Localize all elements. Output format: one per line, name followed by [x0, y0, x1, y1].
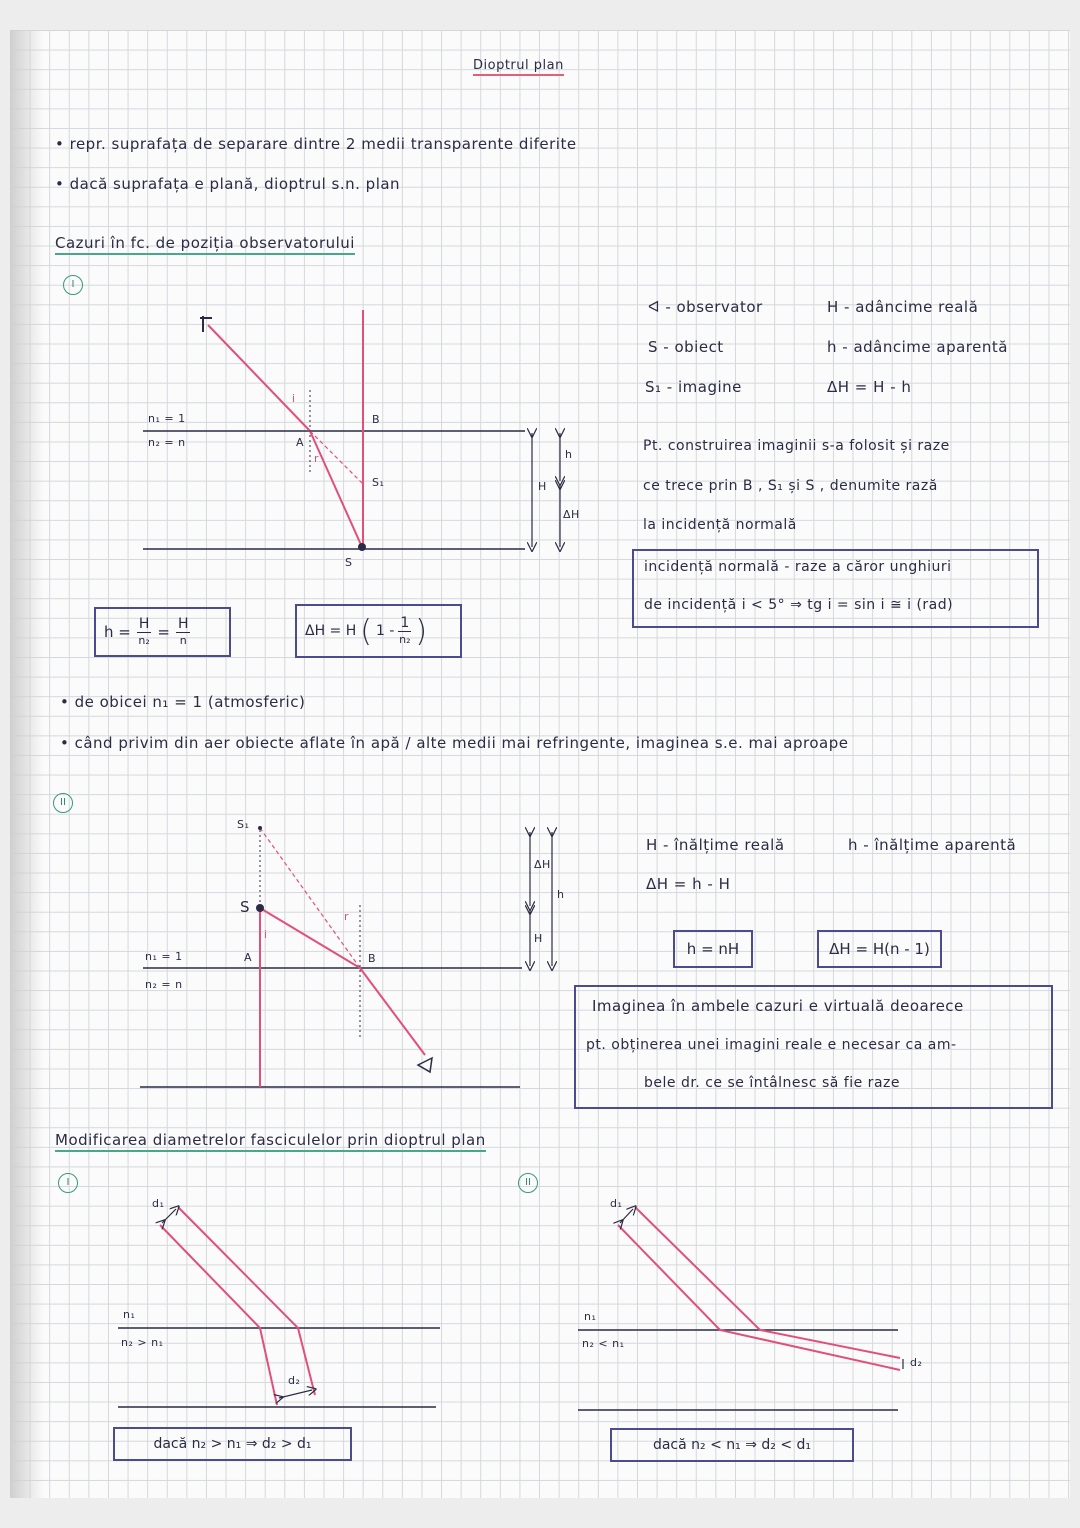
paragraph-line-2: ce trece prin B , S₁ și S , denumite rază [643, 478, 938, 494]
virtual-box-line-1: Imaginea în ambele cazuri e virtuală deoarece [592, 997, 964, 1015]
formula-lhs: h = [104, 623, 131, 641]
observer-icon [418, 1058, 432, 1072]
h-label: h [565, 448, 573, 461]
virtual-image-box [574, 985, 1053, 1109]
refracted-ray [310, 431, 362, 547]
point-S1-label: S₁ [372, 476, 385, 489]
point-A-label: A [296, 436, 305, 449]
point-S-label: S [345, 556, 353, 569]
n1-label: n₁ [123, 1308, 136, 1321]
incident-ray [208, 325, 310, 431]
h-label: h [557, 888, 565, 901]
angle-i-label: i [292, 392, 296, 405]
n2-label: n₂ = n [148, 436, 186, 449]
page-title: Dioptrul plan [473, 58, 564, 76]
n1-label: n₁ [584, 1310, 597, 1323]
beam-ray-2 [178, 1207, 315, 1395]
section-title-cases: Cazuri în fc. de poziția observatorului [55, 234, 355, 255]
d1-label: d₁ [152, 1197, 165, 1210]
fraction [398, 615, 411, 648]
point-B-label: B [368, 952, 377, 965]
legend-object: S - obiect [648, 338, 724, 356]
n2-label: n₂ > n₁ [121, 1336, 164, 1349]
H-label: H [538, 480, 547, 493]
conclusion-box-1: dacă n₂ > n₁ ⇒ d₂ > d₁ [113, 1427, 352, 1461]
d1-arrow [162, 1209, 176, 1223]
case-2-marker: II [53, 793, 73, 813]
beam-ray-1 [160, 1225, 277, 1405]
legend-delta: ΔH = H - h [827, 378, 912, 396]
virtual-box-line-2: pt. obținerea unei imagini reale e necesar ca am- [586, 1037, 957, 1053]
point-S1-label: S₁ [237, 818, 250, 831]
case2-real-height: H - înălțime reală [646, 836, 785, 854]
note-2: • când privim din aer obiecte aflate în apă / alte medii mai refringente, imaginea s.e. mai aproape [60, 734, 849, 752]
point-S-label: S [240, 898, 251, 916]
H-label: H [534, 932, 543, 945]
d2-label: d₂ [910, 1356, 923, 1369]
legend-apparent-depth: h - adâncime aparentă [827, 338, 1008, 356]
object-point [358, 543, 366, 551]
denominator: n [179, 633, 187, 647]
observer-icon [200, 316, 212, 332]
point-A-label: A [244, 951, 253, 964]
paren-open: ( [360, 613, 372, 649]
equals: = [157, 623, 170, 641]
case-1-marker: I [63, 275, 83, 295]
extension-line [260, 828, 360, 968]
numerator: 1 [400, 614, 410, 631]
normal-incidence-box [632, 549, 1039, 628]
formula-dH-box [295, 604, 462, 658]
d2-label: d₂ [288, 1374, 301, 1387]
formula-h-box [94, 607, 231, 657]
d1-label: d₁ [610, 1197, 623, 1210]
legend-image: S₁ - imagine [645, 378, 742, 396]
fraction-1 [137, 616, 152, 649]
formula-h-nH-box: h = nH [673, 930, 753, 968]
n1-label: n₁ = 1 [145, 950, 183, 963]
conclusion-box-2: dacă n₂ < n₁ ⇒ d₂ < d₁ [610, 1428, 854, 1462]
diagram-beam-2 [578, 1207, 903, 1410]
paragraph-line-1: Pt. construirea imaginii s-a folosit și raze [643, 438, 950, 454]
numerator: H [177, 615, 189, 632]
diagram-case-2 [140, 826, 552, 1087]
numerator: H [138, 615, 150, 632]
normal-box-line-2: de incidență i < 5° ⇒ tg i = sin i ≅ i (rad) [644, 597, 954, 613]
bullet-2: • dacă suprafața e plană, dioptrul s.n. plan [55, 175, 401, 193]
paren-close: ) [415, 613, 428, 649]
bullet-1: • repr. suprafața de separare dintre 2 medii transparente diferite [55, 135, 577, 153]
denominator: n₂ [138, 633, 150, 647]
diagram-case-1 [143, 310, 560, 551]
point-B-label: B [372, 413, 381, 426]
dH-label: ΔH [563, 508, 580, 521]
observer-icon: ᐊ [648, 298, 661, 316]
legend-observer-text: - observator [665, 298, 763, 316]
one-minus: 1 - [375, 623, 395, 639]
n1-label: n₁ = 1 [148, 412, 186, 425]
fraction-2 [176, 616, 191, 649]
refracted-ray [360, 968, 425, 1055]
paragraph-line-3: la incidență normală [643, 517, 797, 533]
legend-observer [648, 298, 763, 316]
n2-label: n₂ < n₁ [582, 1337, 625, 1350]
beam-case-2-marker: II [518, 1173, 538, 1193]
denominator: n₂ [399, 632, 411, 646]
object-point [256, 904, 264, 912]
formula-lhs: ΔH = H [305, 623, 357, 639]
angle-i-label: i [264, 928, 268, 941]
section-title-beams: Modificarea diametrelor fasciculelor prin dioptrul plan [55, 1131, 486, 1152]
case2-apparent-height: h - înălțime aparentă [848, 836, 1017, 854]
d2-arrow [279, 1390, 312, 1398]
virtual-box-line-3: bele dr. ce se întâlnesc să fie raze [644, 1075, 900, 1091]
n2-label: n₂ = n [145, 978, 183, 991]
image-point [258, 826, 262, 830]
beam-case-1-marker: I [58, 1173, 78, 1193]
angle-r-label: r [344, 910, 350, 923]
beam-ray-1 [618, 1225, 900, 1370]
normal-box-line-1: incidență normală - raze a căror unghiuri [644, 559, 952, 575]
formula-dH-case2-box: ΔH = H(n - 1) [817, 930, 942, 968]
diagram-beam-1 [118, 1207, 440, 1407]
legend-real-depth: H - adâncime reală [827, 298, 979, 316]
angle-r-label: r [314, 452, 320, 465]
note-1: • de obicei n₁ = 1 (atmosferic) [60, 693, 306, 711]
d1-arrow [620, 1209, 633, 1223]
dH-label: ΔH [534, 858, 551, 871]
case2-delta: ΔH = h - H [646, 875, 731, 893]
